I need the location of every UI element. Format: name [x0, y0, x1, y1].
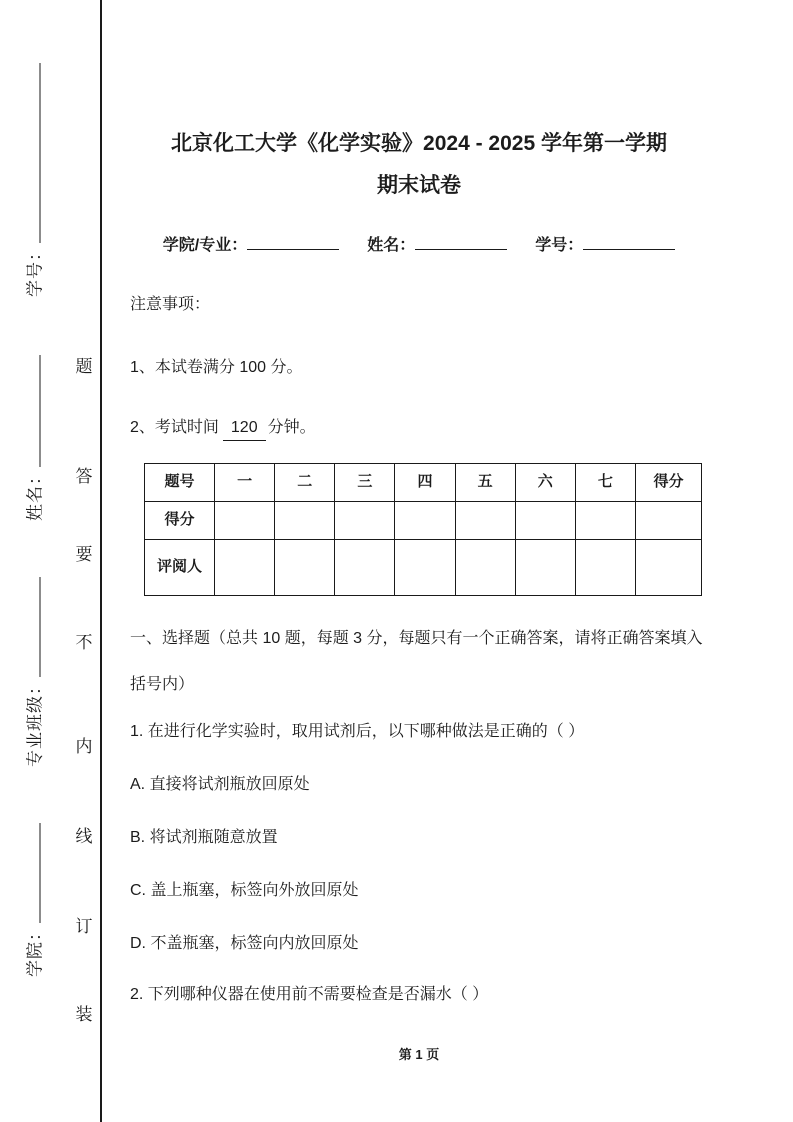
- binding-text-char: 题: [75, 357, 93, 376]
- binding-text-char: 装: [75, 1005, 93, 1024]
- score-table-header-cell: 一: [215, 463, 275, 501]
- college-major-label: 学院/专业：: [162, 236, 248, 254]
- student-id-blank: [583, 233, 675, 250]
- blank-line: [23, 577, 41, 677]
- score-row-label: 得分: [145, 501, 215, 539]
- score-table-cell: [575, 539, 635, 595]
- name-label: 姓名：: [367, 236, 416, 254]
- score-table-cell: [455, 539, 515, 595]
- sidebar-student-id-label: [21, 63, 46, 297]
- name-blank: [415, 233, 507, 250]
- notice-item-2: [130, 416, 708, 440]
- sidebar-name-label: [21, 355, 46, 521]
- sidebar-name-text: 姓名：: [25, 467, 45, 521]
- exam-body: [130, 128, 708, 1007]
- page-number: 第 1 页: [398, 1047, 440, 1062]
- sidebar-student-id-text: 学号：: [25, 243, 45, 297]
- exam-title: 北京化工大学《化学实验》2024 - 2025 学年第一学期: [171, 132, 667, 155]
- question-2: 2. 下列哪种仪器在使用前不需要检查是否漏水（ ）: [130, 986, 489, 1004]
- score-table-cell: [636, 501, 702, 539]
- binding-text-char: 订: [75, 917, 93, 936]
- score-table-cell: [275, 539, 335, 595]
- score-table: [144, 463, 702, 596]
- student-info-line: [130, 233, 708, 257]
- score-table-cell: [395, 501, 455, 539]
- score-table-cell: [575, 501, 635, 539]
- score-table-cell: [215, 501, 275, 539]
- score-table-header-cell: 四: [395, 463, 455, 501]
- sidebar-college-label: [21, 823, 46, 977]
- sidebar-class-label: [21, 577, 46, 767]
- sidebar-class-text: 专业班级：: [25, 677, 45, 767]
- question-1: 1. 在进行化学实验时，取用试剂后，以下哪种做法是正确的（ ）: [130, 722, 585, 740]
- score-table-cell: [275, 501, 335, 539]
- question-1-option-c: C. 盖上瓶塞，标签向外放回原处: [130, 882, 359, 900]
- score-table-header-cell: 得分: [636, 463, 702, 501]
- notice-item-2-suffix: 分钟。: [267, 419, 316, 437]
- binding-text-char: 线: [75, 827, 93, 846]
- score-table-cell: [455, 501, 515, 539]
- question-1-option-d: D. 不盖瓶塞，标签向内放回原处: [130, 935, 359, 953]
- blank-line: [23, 355, 41, 467]
- score-row: [145, 501, 702, 539]
- student-id-label: 学号：: [535, 236, 584, 254]
- score-table-cell: [636, 539, 702, 595]
- blank-line: [23, 63, 41, 243]
- score-table-header-cell: 六: [515, 463, 575, 501]
- score-table-cell: [335, 539, 395, 595]
- exam-duration-value: 120: [223, 416, 266, 440]
- score-table-header-cell: 二: [275, 463, 335, 501]
- score-table-header-row: [145, 463, 702, 501]
- question-1-option-a: A. 直接将试剂瓶放回原处: [130, 775, 310, 793]
- section-1-heading: 一、选择题（总共 10 题，每题 3 分，每题只有一个正确答案，请将正确答案填入括号内）: [130, 629, 703, 693]
- sidebar-college-text: 学院：: [25, 923, 45, 977]
- question-1-option-b: B. 将试剂瓶随意放置: [130, 828, 278, 846]
- score-table-cell: [335, 501, 395, 539]
- score-table-cell: [515, 539, 575, 595]
- notice-item-1: 1、本试卷满分 100 分。: [130, 359, 303, 377]
- score-table-header-cell: 五: [455, 463, 515, 501]
- blank-line: [23, 823, 41, 923]
- notice-item-2-prefix: 2、考试时间: [130, 419, 219, 437]
- score-table-header-cell: 三: [335, 463, 395, 501]
- score-table-cell: [215, 539, 275, 595]
- binding-text-char: 不: [75, 633, 93, 652]
- score-table-cell: [395, 539, 455, 595]
- binding-text-char: 内: [75, 737, 93, 756]
- binding-text-char: 答: [75, 467, 93, 486]
- binding-line-rule: [100, 0, 102, 1122]
- score-table-header-cell: 题号: [145, 463, 215, 501]
- score-table-cell: [515, 501, 575, 539]
- college-major-blank: [247, 233, 339, 250]
- exam-subtitle: 期末试卷: [377, 173, 461, 197]
- notice-heading: 注意事项：: [130, 295, 211, 313]
- binding-text-char: 要: [75, 545, 93, 564]
- grader-row-label: 评阅人: [145, 539, 215, 595]
- grader-row: [145, 539, 702, 595]
- score-table-header-cell: 七: [575, 463, 635, 501]
